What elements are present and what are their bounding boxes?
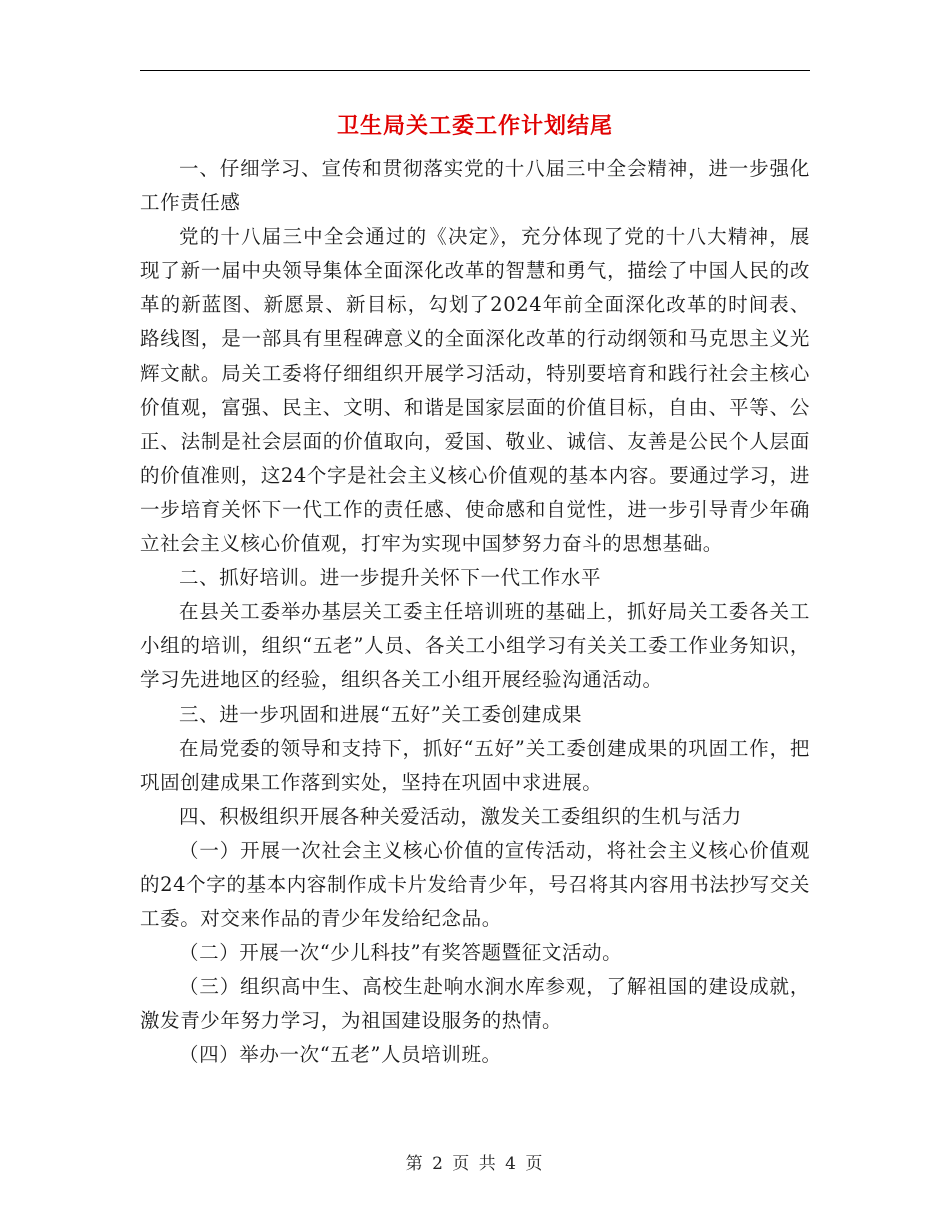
section-heading-3: 三、进一步巩固和进展“五好”关工委创建成果 bbox=[179, 702, 583, 726]
section-heading-2: 二、抓好培训。进一步提升关怀下一代工作水平 bbox=[179, 566, 602, 590]
body-paragraph: 在县关工委举办基层关工委主任培训班的基础上，抓好局关工委各关工小组的培训，组织“五老”人员、各关工小组学习有关关工委工作业务知识，学习先进地区的经验，组织各关工小组开展经验沟通活动。 bbox=[140, 600, 810, 692]
header-rule bbox=[140, 70, 810, 71]
body-paragraph: 在局党委的领导和支持下，抓好“五好”关工委创建成果的巩固工作，把巩固创建成果工作落到实处，坚持在巩固中求进展。 bbox=[140, 736, 810, 794]
section-heading-1: 一、仔细学习、宣传和贯彻落实党的十八届三中全会精神，进一步强化工作责任感 bbox=[140, 157, 810, 215]
section-heading-4: 四、积极组织开展各种关爱活动，激发关工委组织的生机与活力 bbox=[179, 804, 742, 828]
document-body bbox=[140, 152, 810, 1073]
list-item: （四）举办一次“五老”人员培训班。 bbox=[179, 1043, 502, 1067]
list-item: （三）组织高中生、高校生赴响水涧水库参观，了解祖国的建设成就，激发青少年努力学习，为祖国建设服务的热情。 bbox=[140, 975, 810, 1033]
body-paragraph: 党的十八届三中全会通过的《决定》，充分体现了党的十八大精神，展现了新一届中央领导集体全面深化改革的智慧和勇气，描绘了中国人民的改革的新蓝图、新愿景、新目标，勾划了2024年前全面深化改革的时间表、路线图，是一部具有里程碑意义的全面深化改革的行动纲领和马克思主义光辉文献。局关工委将仔细组织开展学习活动，特别要培育和践行社会主核心价值观，富强、民主、文明、和谐是国家层面的价值目标，自由、平等、公正、法制是社会层面的价值取向，爱国、敬业、诚信、友善是公民个人层面的价值准则，这24个字是社会主义核心价值观的基本内容。要通过学习，进一步培育关怀下一代工作的责任感、使命感和自觉性，进一步引导青少年确立社会主义核心价值观，打牢为实现中国梦努力奋斗的思想基础。 bbox=[140, 225, 810, 556]
page-number-footer: 第 2 页 共 4 页 bbox=[405, 1154, 545, 1174]
list-item: （一）开展一次社会主义核心价值的宣传活动，将社会主义核心价值观的24个字的基本内容制作成卡片发给青少年，号召将其内容用书法抄写交关工委。对交来作品的青少年发给纪念品。 bbox=[140, 838, 810, 931]
list-item: （二）开展一次“少儿科技”有奖答题暨征文活动。 bbox=[179, 941, 623, 965]
document-title: 卫生局关工委工作计划结尾 bbox=[336, 113, 613, 139]
